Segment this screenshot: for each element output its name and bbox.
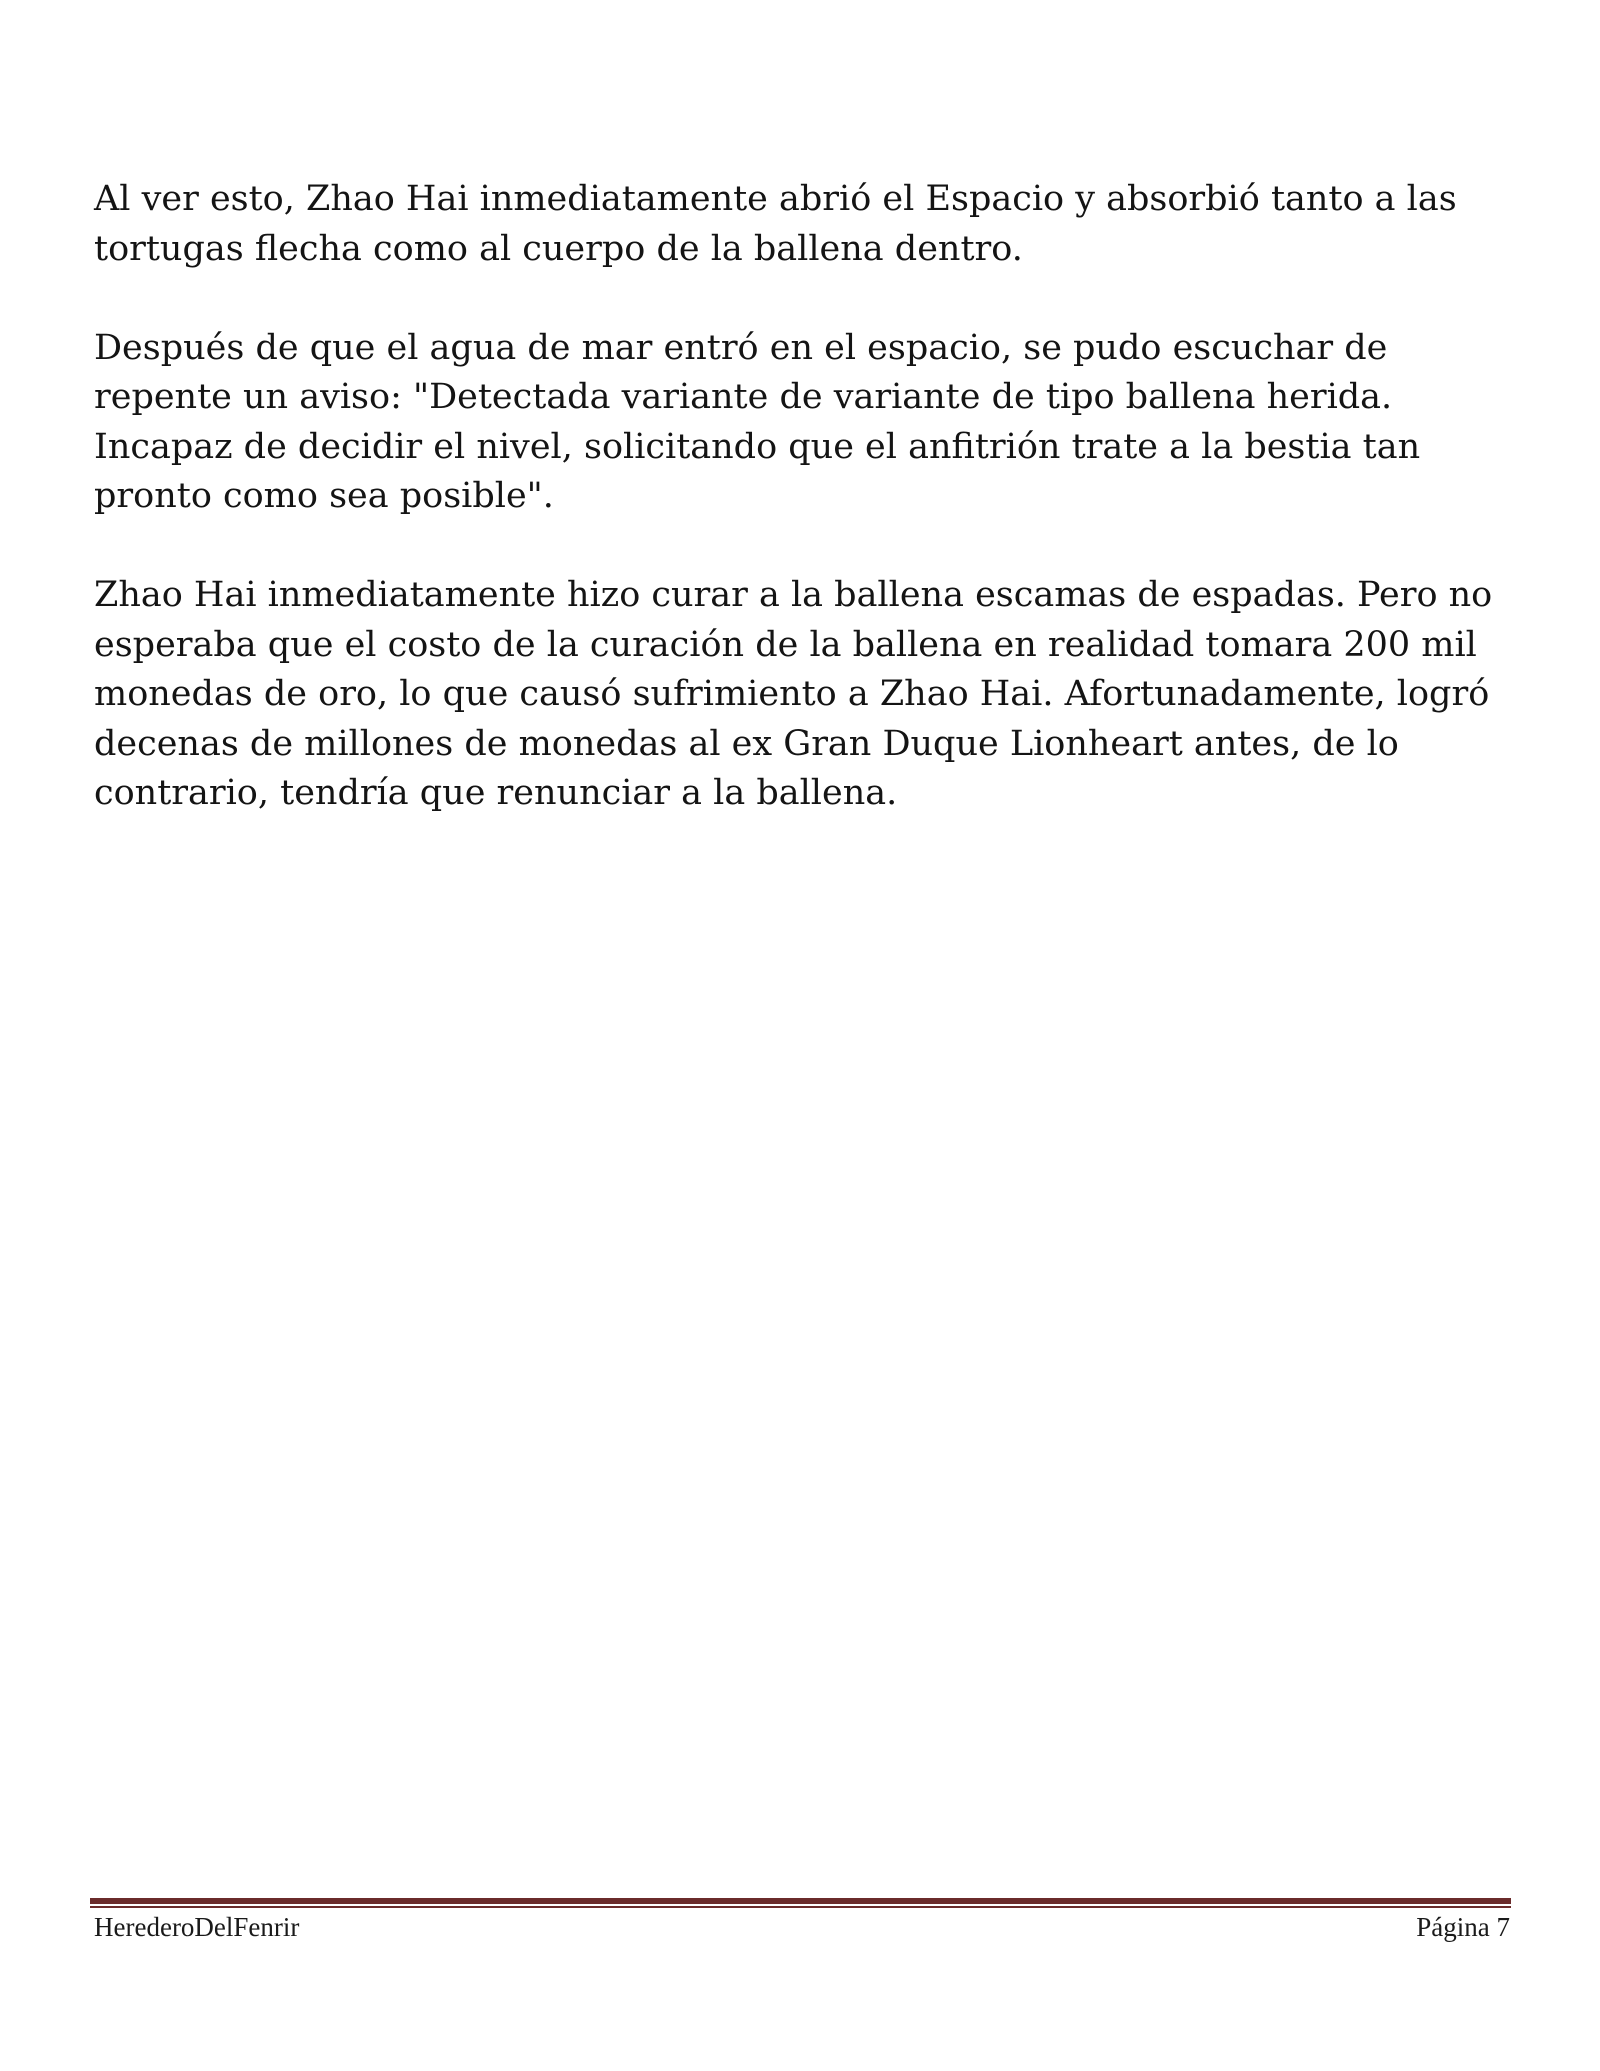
paragraph-line: repente un aviso: "Detectada variante de variante de tipo ballena herida. — [94, 377, 1393, 417]
paragraph-line: decenas de millones de monedas al ex Gran Duque Lionheart antes, de lo — [94, 723, 1399, 764]
footer-page-number: Página 7 — [1416, 1912, 1510, 1942]
paragraph-line: contrario, tendría que renunciar a la ballena. — [94, 773, 898, 813]
document-body — [94, 175, 1524, 868]
paragraph-3 — [94, 571, 1524, 819]
paragraph-line: Incapaz de decidir el nivel, solicitando que el anfitrión trate a la bestia tan — [94, 426, 1421, 467]
paragraph-line: Al ver esto, Zhao Hai inmediatamente abrió el Espacio y absorbió tanto a las — [94, 179, 1457, 219]
footer-author: HerederoDelFenrir — [94, 1912, 300, 1942]
paragraph-line: Después de que el agua de mar entró en el espacio, se pudo escuchar de — [94, 327, 1388, 368]
paragraph-1 — [94, 175, 1524, 274]
footer-divider — [90, 1898, 1511, 1908]
paragraph-line: esperaba que el costo de la curación de la ballena en realidad tomara 200 mil — [94, 624, 1477, 665]
paragraph-line: pronto como sea posible". — [94, 476, 554, 516]
paragraph-line: Zhao Hai inmediatamente hizo curar a la ballena escamas de espadas. Pero no — [94, 575, 1493, 615]
paragraph-line: monedas de oro, lo que causó sufrimiento a Zhao Hai. Afortunadamente, logró — [94, 674, 1490, 714]
paragraph-2 — [94, 324, 1524, 522]
footer-divider-thin — [90, 1906, 1511, 1908]
paragraph-line: tortugas flecha como al cuerpo de la ballena dentro. — [94, 228, 1023, 269]
